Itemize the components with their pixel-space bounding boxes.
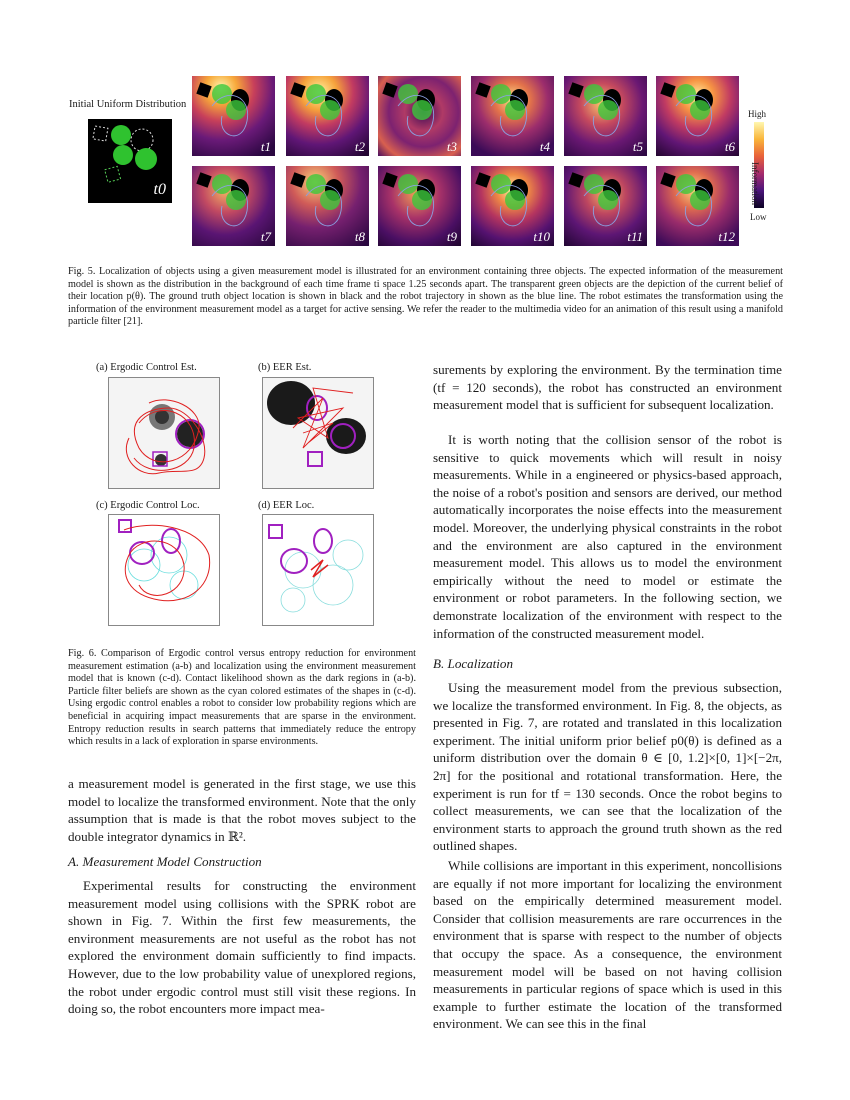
right-paragraph-4: While collisions are important in this experiment, noncollisions are equally if not more important for localizing the environment based on the empirically determined measurement model. Consider that collision measurements are rare occurrences in the environment that is sparse with respect to the number of objects that occupy the space. As a consequence, the environment measurement model will be based on not having collision measurements in particular regions of space which is used in this example to further estimate the location of the transformed environment. We can see this in the final: [433, 858, 782, 1032]
time-label-t11: t11: [627, 229, 643, 244]
figure-5-caption: Fig. 5. Localization of objects using a given measurement model is illustrated for an environment containing three objects. The expected information of the measurement model is shown as the distribution in the background of each time frame ti space 1.25 seconds apart. The transparent green objects are the depiction of the current belief of their location p(θ). The ground truth object location is shown in black and the robot trajectory in shown as the blue line. The robot estimates the transformation using the information of the environment measurement model as a target for active sensing. We refer the reader to the multimedia video for an animation of this result using a manifold particle filter [21].: [68, 266, 783, 328]
time-frame-8: [286, 166, 369, 246]
figure-5: [60, 70, 800, 255]
time-label-t8: t8: [354, 229, 365, 244]
right-paragraph-2: It is worth noting that the collision sensor of the robot is sensitive to quick movements which will result in noisy measurements. While in a engineered or physics-based approach, the noise of a robot's position and sensors are derived, our method automatically incorporates the noise effects into the measurement model. Moreover, the underlying physical constraints in the robot and the environment are also captured in the environment measurement model. This allows us to model the environment empirically without the need to model or estimate the environment or robot parameters. In the following section, we demonstrate localization of the environment with respect to the information of the constructed measurement model.: [433, 432, 782, 641]
time-frame-1: [192, 76, 275, 156]
time-frame-3: [378, 76, 461, 156]
colorbar-high-label: High: [748, 109, 766, 119]
initial-distribution-label: Initial Uniform Distribution: [69, 99, 187, 110]
time-label-t1: t1: [260, 139, 271, 154]
left-paragraph-a: Experimental results for constructing the environment measurement model using collisions with the SPRK robot are shown in Fig. 7. Within the first few measurements, the environment measurements are not useful as the robot has not explored the environment domain sufficiently to find impacts. However, due to the low probability value of unexplored regions, the robot under ergodic control must still visit these regions. In doing so, the robot encounters more impact mea-: [68, 878, 416, 1017]
time-label-t2: t2: [354, 139, 365, 154]
time-frame-9: [378, 166, 461, 246]
time-frame-7: [192, 166, 275, 246]
time-label-t6: t6: [724, 139, 735, 154]
panel-c-ergodic-loc: [108, 514, 220, 626]
time-frame-6: [656, 76, 739, 156]
time-label-t12: t12: [718, 229, 735, 244]
time-label-t9: t9: [446, 229, 457, 244]
figure-6-caption: Fig. 6. Comparison of Ergodic control versus entropy reduction for environment measurement estimation (a-b) and localization using the environment measurement model that is known (c-d). Contact likelihood shown as the dark regions in (a-b). Particle filter beliefs are shown as the cyan colored estimates of the shapes in (c-d). Using ergodic control enables a robot to consider low probability regions which are beneficial in acquiring impact measurements that are sparse in the environment. Entropy reduction results in search patterns that immediately reduce the entropy which results in a lack of exploration in sparse environments.: [68, 648, 416, 748]
time-label-t7: t7: [260, 229, 271, 244]
panel-b-title: (b) EER Est.: [258, 362, 312, 373]
panel-b-eer-est: [262, 377, 374, 489]
colorbar-low-label: Low: [750, 212, 767, 222]
time-frame-5: [564, 76, 647, 156]
time-frame-2: [286, 76, 369, 156]
time-frame-4: [471, 76, 554, 156]
panel-a-ergodic-est: [108, 377, 220, 489]
initial-distribution-image: [88, 119, 172, 203]
time-frame-12: [656, 166, 739, 246]
section-b-heading: B. Localization: [433, 656, 514, 671]
t0-label: t0: [153, 181, 166, 198]
time-frame-10: [471, 166, 554, 246]
panel-d-eer-loc: [262, 514, 374, 626]
colorbar-axis-label: Information: [750, 162, 760, 205]
panel-a-title: (a) Ergodic Control Est.: [96, 362, 197, 373]
time-label-t3: t3: [446, 139, 457, 154]
left-paragraph-intro: a measurement model is generated in the first stage, we use this model to localize the transformed environment. Note that the only assumption that is made is that the robot moves subject to the double integrator dynamics in ℝ².: [68, 776, 416, 844]
time-frame-11: [564, 166, 647, 246]
time-label-t5: t5: [632, 139, 643, 154]
time-label-t10: t10: [533, 229, 550, 244]
figure-6: [96, 362, 376, 632]
panel-c-title: (c) Ergodic Control Loc.: [96, 500, 200, 511]
section-a-heading: A. Measurement Model Construction: [68, 854, 262, 869]
right-paragraph-1: surements by exploring the environment. By the termination time (tf = 120 seconds), the robot has constructed an environment measurement model that is sufficient for subsequent localization.: [433, 362, 782, 413]
time-label-t4: t4: [539, 139, 550, 154]
panel-d-title: (d) EER Loc.: [258, 500, 315, 511]
right-paragraph-3: Using the measurement model from the previous subsection, we localize the transformed environment. In Fig. 8, the objects, as presented in Fig. 7, are rotated and translated in this localization experiment. The initial uniform prior belief p0(θ) is defined as a uniform distribution over the domain θ ∈ [0, 1.2]×[0, 1]×[−2π, 2π] for the positional and rotational transformation. Here, the experiment is run for tf = 130 seconds. Once the robot begins to collect measurements, we can see that the localization of the environment starts to approach the ground truth shown as the red outlined shapes.: [433, 680, 782, 854]
